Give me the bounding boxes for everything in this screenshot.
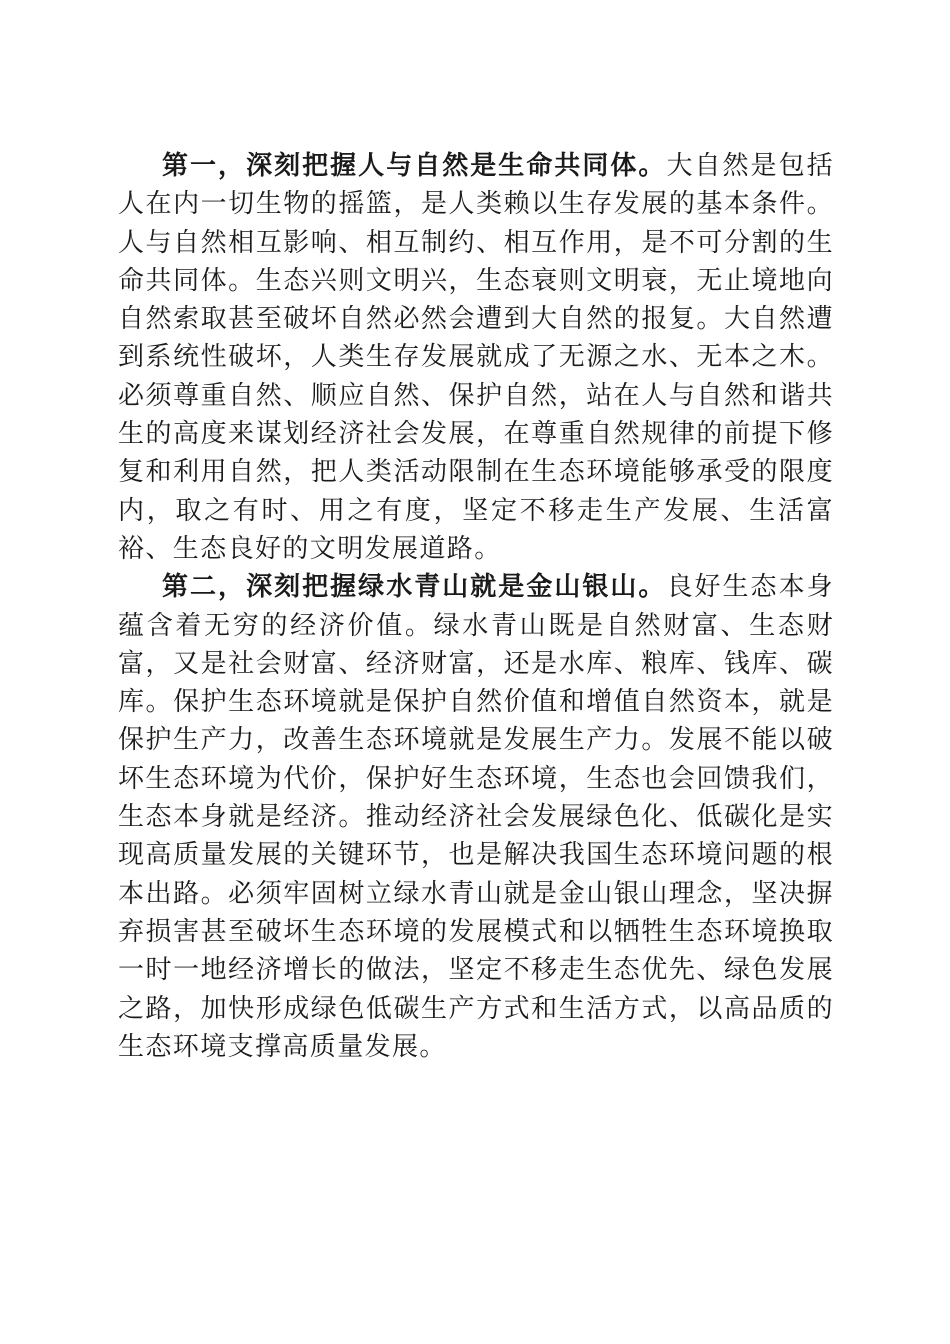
document-body <box>118 147 834 1066</box>
paragraph-1 <box>118 147 834 568</box>
paragraph-1-body: 大自然是包括人在内一切生物的摇篮，是人类赖以生存发展的基本条件。人与自然相互影响、相互制约、相互作用，是不可分割的生命共同体。生态兴则文明兴，生态衰则文明衰，无止境地向自然索取甚至破坏自然必然会遭到大自然的报复。大自然遭到系统性破坏，人类生存发展就成了无源之水、无本之木。必须尊重自然、顺应自然、保护自然，站在人与自然和谐共生的高度来谋划经济社会发展，在尊重自然规律的前提下修复和利用自然，把人类活动限制在生态环境能够承受的限度内，取之有时、用之有度，坚定不移走生产发展、生活富裕、生态良好的文明发展道路。 <box>118 151 834 564</box>
paragraph-2-body: 良好生态本身蕴含着无穷的经济价值。绿水青山既是自然财富、生态财富，又是社会财富、经济财富，还是水库、粮库、钱库、碳库。保护生态环境就是保护自然价值和增值自然资本，就是保护生产力，改善生态环境就是发展生产力。发展不能以破坏生态环境为代价，保护好生态环境，生态也会回馈我们，生态本身就是经济。推动经济社会发展绿色化、低碳化是实现高质量发展的关键环节，也是解决我国生态环境问题的根本出路。必须牢固树立绿水青山就是金山银山理念，坚决摒弃损害甚至破坏生态环境的发展模式和以牺牲生态环境换取一时一地经济增长的做法，坚定不移走生态优先、绿色发展之路，加快形成绿色低碳生产方式和生活方式，以高品质的生态环境支撑高质量发展。 <box>118 572 834 1062</box>
paragraph-2-lead: 第二，深刻把握绿水青山就是金山银山。 <box>162 572 667 603</box>
paragraph-2 <box>118 568 834 1066</box>
paragraph-1-lead: 第一，深刻把握人与自然是生命共同体。 <box>162 151 667 181</box>
